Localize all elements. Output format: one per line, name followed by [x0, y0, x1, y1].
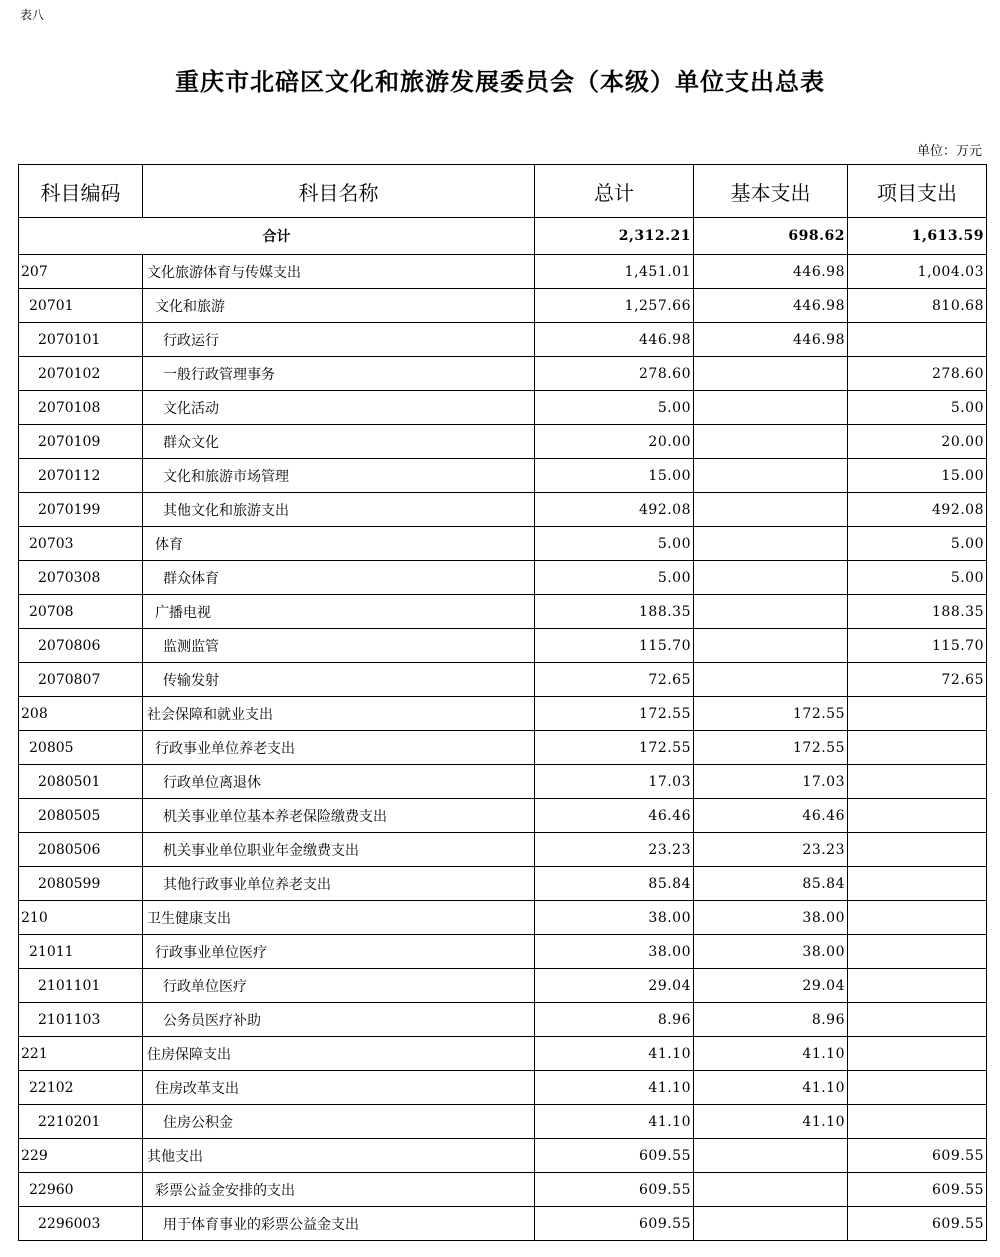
row-total: 172.55	[535, 731, 694, 765]
total-basic: 698.62	[694, 218, 848, 255]
row-code: 2101101	[19, 969, 143, 1003]
row-basic: 8.96	[694, 1003, 848, 1037]
row-total: 1,451.01	[535, 255, 694, 289]
row-total: 72.65	[535, 663, 694, 697]
row-basic: 23.23	[694, 833, 848, 867]
row-name: 行政单位离退休	[143, 765, 535, 799]
row-name: 其他支出	[143, 1139, 535, 1173]
table-row	[19, 1139, 987, 1173]
row-basic	[694, 425, 848, 459]
row-name: 传输发射	[143, 663, 535, 697]
row-name: 群众体育	[143, 561, 535, 595]
row-code: 2070807	[19, 663, 143, 697]
table-row	[19, 1037, 987, 1071]
row-project: 609.55	[848, 1139, 987, 1173]
row-code: 2101103	[19, 1003, 143, 1037]
row-code: 208	[19, 697, 143, 731]
table-row	[19, 1105, 987, 1139]
row-total: 41.10	[535, 1071, 694, 1105]
row-code: 2070109	[19, 425, 143, 459]
row-code: 2070108	[19, 391, 143, 425]
row-name: 行政事业单位医疗	[143, 935, 535, 969]
row-basic	[694, 663, 848, 697]
row-total: 38.00	[535, 935, 694, 969]
row-project: 115.70	[848, 629, 987, 663]
row-project: 5.00	[848, 527, 987, 561]
total-label: 合计	[19, 218, 535, 255]
row-code: 2070112	[19, 459, 143, 493]
row-code: 2296003	[19, 1207, 143, 1241]
row-project	[848, 1037, 987, 1071]
row-project: 810.68	[848, 289, 987, 323]
table-row	[19, 901, 987, 935]
row-total: 29.04	[535, 969, 694, 1003]
row-basic: 172.55	[694, 731, 848, 765]
row-code: 2080506	[19, 833, 143, 867]
row-total: 492.08	[535, 493, 694, 527]
row-project: 492.08	[848, 493, 987, 527]
table-row	[19, 425, 987, 459]
row-name: 住房改革支出	[143, 1071, 535, 1105]
table-row	[19, 561, 987, 595]
row-basic: 446.98	[694, 323, 848, 357]
row-project: 1,004.03	[848, 255, 987, 289]
row-basic: 38.00	[694, 935, 848, 969]
row-name: 社会保障和就业支出	[143, 697, 535, 731]
header-project: 项目支出	[848, 165, 987, 218]
table-row	[19, 1003, 987, 1037]
row-basic	[694, 1207, 848, 1241]
table-row	[19, 1207, 987, 1241]
row-code: 2080505	[19, 799, 143, 833]
row-basic: 38.00	[694, 901, 848, 935]
row-code: 21011	[19, 935, 143, 969]
table-row	[19, 527, 987, 561]
table-row	[19, 867, 987, 901]
row-total: 115.70	[535, 629, 694, 663]
row-total: 38.00	[535, 901, 694, 935]
row-project: 609.55	[848, 1173, 987, 1207]
row-total: 41.10	[535, 1037, 694, 1071]
row-project	[848, 867, 987, 901]
table-row	[19, 697, 987, 731]
row-project	[848, 833, 987, 867]
table-row	[19, 799, 987, 833]
row-basic	[694, 595, 848, 629]
table-row	[19, 969, 987, 1003]
row-project: 20.00	[848, 425, 987, 459]
row-name: 文化和旅游市场管理	[143, 459, 535, 493]
table-row	[19, 765, 987, 799]
row-code: 20708	[19, 595, 143, 629]
row-name: 文化旅游体育与传媒支出	[143, 255, 535, 289]
row-total: 5.00	[535, 527, 694, 561]
row-project	[848, 935, 987, 969]
row-basic: 172.55	[694, 697, 848, 731]
row-name: 广播电视	[143, 595, 535, 629]
table-row	[19, 1071, 987, 1105]
table-row	[19, 1173, 987, 1207]
row-total: 5.00	[535, 391, 694, 425]
row-project: 5.00	[848, 391, 987, 425]
row-basic: 29.04	[694, 969, 848, 1003]
row-name: 一般行政管理事务	[143, 357, 535, 391]
total-project: 1,613.59	[848, 218, 987, 255]
row-name: 行政事业单位养老支出	[143, 731, 535, 765]
row-total: 15.00	[535, 459, 694, 493]
row-name: 文化和旅游	[143, 289, 535, 323]
unit-label: 单位：万元	[916, 144, 982, 159]
row-basic: 17.03	[694, 765, 848, 799]
row-project	[848, 323, 987, 357]
row-name: 体育	[143, 527, 535, 561]
table-row	[19, 289, 987, 323]
row-name: 行政运行	[143, 323, 535, 357]
row-total: 46.46	[535, 799, 694, 833]
total-row	[19, 218, 987, 255]
row-total: 278.60	[535, 357, 694, 391]
row-code: 2070308	[19, 561, 143, 595]
row-project	[848, 1071, 987, 1105]
table-number-label: 表八	[20, 8, 45, 22]
row-code: 22960	[19, 1173, 143, 1207]
row-name: 文化活动	[143, 391, 535, 425]
row-project: 278.60	[848, 357, 987, 391]
row-project	[848, 765, 987, 799]
row-total: 41.10	[535, 1105, 694, 1139]
table-row	[19, 391, 987, 425]
row-name: 机关事业单位职业年金缴费支出	[143, 833, 535, 867]
header-total: 总计	[535, 165, 694, 218]
row-project: 15.00	[848, 459, 987, 493]
row-total: 23.23	[535, 833, 694, 867]
row-name: 用于体育事业的彩票公益金支出	[143, 1207, 535, 1241]
row-total: 1,257.66	[535, 289, 694, 323]
row-project	[848, 901, 987, 935]
row-project: 72.65	[848, 663, 987, 697]
row-basic: 41.10	[694, 1105, 848, 1139]
row-basic	[694, 357, 848, 391]
row-name: 住房保障支出	[143, 1037, 535, 1071]
row-basic	[694, 1173, 848, 1207]
header-name: 科目名称	[143, 165, 535, 218]
row-name: 其他文化和旅游支出	[143, 493, 535, 527]
header-row	[19, 165, 987, 218]
row-code: 2210201	[19, 1105, 143, 1139]
row-basic	[694, 1139, 848, 1173]
row-basic: 41.10	[694, 1037, 848, 1071]
row-code: 207	[19, 255, 143, 289]
row-total: 609.55	[535, 1139, 694, 1173]
row-code: 2070199	[19, 493, 143, 527]
table-row	[19, 595, 987, 629]
page-title: 重庆市北碚区文化和旅游发展委员会（本级）单位支出总表	[175, 68, 825, 96]
row-total: 609.55	[535, 1207, 694, 1241]
row-project	[848, 697, 987, 731]
row-project: 609.55	[848, 1207, 987, 1241]
row-basic	[694, 629, 848, 663]
table-row	[19, 935, 987, 969]
row-basic: 85.84	[694, 867, 848, 901]
row-code: 2070101	[19, 323, 143, 357]
row-total: 85.84	[535, 867, 694, 901]
row-code: 20805	[19, 731, 143, 765]
row-total: 172.55	[535, 697, 694, 731]
table-row	[19, 357, 987, 391]
row-project	[848, 969, 987, 1003]
row-code: 229	[19, 1139, 143, 1173]
row-code: 2080599	[19, 867, 143, 901]
table-row	[19, 629, 987, 663]
row-total: 5.00	[535, 561, 694, 595]
row-basic	[694, 493, 848, 527]
row-project	[848, 799, 987, 833]
row-basic	[694, 527, 848, 561]
row-project	[848, 1105, 987, 1139]
table-row	[19, 459, 987, 493]
expenditure-table	[18, 164, 987, 1241]
row-code: 221	[19, 1037, 143, 1071]
row-basic: 46.46	[694, 799, 848, 833]
row-basic	[694, 459, 848, 493]
row-total: 188.35	[535, 595, 694, 629]
row-code: 210	[19, 901, 143, 935]
table-row	[19, 663, 987, 697]
row-name: 群众文化	[143, 425, 535, 459]
row-code: 2070806	[19, 629, 143, 663]
table-row	[19, 833, 987, 867]
row-project	[848, 1003, 987, 1037]
header-code: 科目编码	[19, 165, 143, 218]
row-name: 住房公积金	[143, 1105, 535, 1139]
header-basic: 基本支出	[694, 165, 848, 218]
row-code: 2070102	[19, 357, 143, 391]
table-row	[19, 255, 987, 289]
row-name: 机关事业单位基本养老保险缴费支出	[143, 799, 535, 833]
row-name: 卫生健康支出	[143, 901, 535, 935]
table-row	[19, 493, 987, 527]
row-project: 188.35	[848, 595, 987, 629]
row-basic: 41.10	[694, 1071, 848, 1105]
row-basic: 446.98	[694, 255, 848, 289]
table-row	[19, 323, 987, 357]
row-total: 446.98	[535, 323, 694, 357]
row-basic	[694, 561, 848, 595]
row-total: 20.00	[535, 425, 694, 459]
row-name: 监测监管	[143, 629, 535, 663]
row-project	[848, 731, 987, 765]
row-code: 20701	[19, 289, 143, 323]
row-code: 2080501	[19, 765, 143, 799]
row-name: 彩票公益金安排的支出	[143, 1173, 535, 1207]
row-name: 其他行政事业单位养老支出	[143, 867, 535, 901]
row-basic: 446.98	[694, 289, 848, 323]
row-total: 609.55	[535, 1173, 694, 1207]
row-total: 8.96	[535, 1003, 694, 1037]
row-total: 17.03	[535, 765, 694, 799]
row-basic	[694, 391, 848, 425]
row-project: 5.00	[848, 561, 987, 595]
row-name: 行政单位医疗	[143, 969, 535, 1003]
row-code: 20703	[19, 527, 143, 561]
row-code: 22102	[19, 1071, 143, 1105]
total-total: 2,312.21	[535, 218, 694, 255]
table-row	[19, 731, 987, 765]
row-name: 公务员医疗补助	[143, 1003, 535, 1037]
